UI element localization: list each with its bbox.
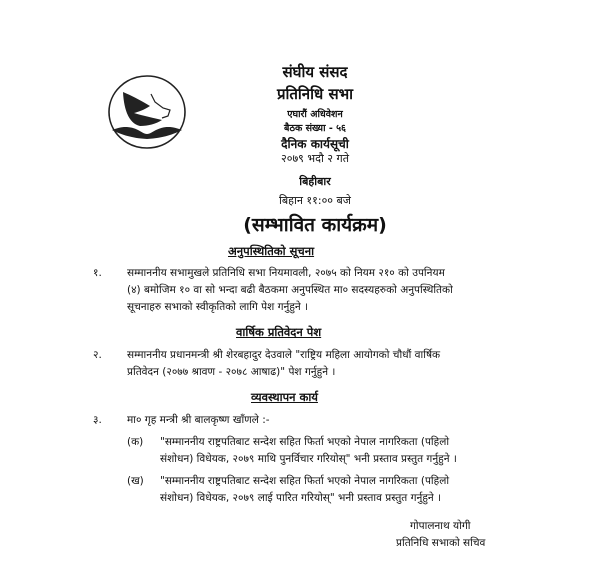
sub-item-label: (क): [127, 436, 144, 448]
item-text-line: सूचनाहरु सभाको स्वीकृतिको लागि पेश गर्नुहुने ।: [127, 301, 309, 313]
item-text-line: सम्माननीय सभामुखले प्रतिनिधि सभा नियमावली, २०७५ को नियम २१० को उपनियम: [127, 267, 445, 279]
item-number: २.: [93, 349, 102, 361]
item-text-line: मा० गृह मन्त्री श्री बालकृष्ण खाँणले :-: [127, 414, 270, 426]
document-date: २०७९ भदौ २ गते: [281, 152, 349, 165]
header-title: संघीय संसद: [282, 63, 348, 81]
sub-item-text-line: संशोधन) विधेयक, २०७९ माथि पुनर्विचार गरियोस्" भनी प्रस्ताव प्रस्तुत गर्नुहुने ।: [160, 453, 457, 465]
item-text-line: (४) बमोजिम १० वा सो भन्दा बढी बैठकमा अनुपस्थित मा० सदस्यहरुको अनुपस्थितिको: [127, 284, 453, 296]
session-label: एघारौं अधिवेशन: [287, 109, 343, 120]
meeting-time: बिहान ११:०० बजे: [279, 194, 351, 207]
item-text-line: प्रतिवेदन (२०७७ श्रावण - २०७८ आषाढ)" पेश गर्नुहुने ।: [127, 366, 336, 378]
section-heading-absence: अनुपस्थितिको सूचना: [228, 244, 315, 258]
sub-item-text-line: संशोधन) विधेयक, २०७९ लाई पारित गरियोस्" भनी प्रस्ताव प्रस्तुत गर्नुहुने ।: [160, 492, 442, 504]
agenda-title: (सम्भावित कार्यक्रम): [243, 214, 387, 236]
sub-item-text-line: "सम्माननीय राष्ट्रपतिबाट सन्देश सहित फिर्ता भएको नेपाल नागरिकता (पहिलो: [160, 475, 450, 487]
item-number: ३.: [93, 414, 102, 426]
section-heading-annual-report: वार्षिक प्रतिवेदन पेश: [236, 325, 322, 339]
item-number: १.: [93, 267, 102, 279]
document-day: बिहीबार: [299, 175, 331, 188]
signatory-title: प्रतिनिधि सभाको सचिव: [396, 537, 486, 549]
section-heading-legislation: व्यवस्थापन कार्य: [251, 390, 318, 404]
signatory-name: गोपालनाथ योगी: [410, 520, 471, 532]
meeting-number: बैठक संख्या - ५६: [284, 123, 346, 134]
sub-item-text-line: "सम्माननीय राष्ट्रपतिबाट सन्देश सहित फिर्ता भएको नेपाल नागरिकता (पहिलो: [160, 436, 450, 448]
document-title: दैनिक कार्यसूची: [281, 137, 349, 151]
sub-item-label: (ख): [127, 475, 144, 487]
header-subtitle: प्रतिनिधि सभा: [276, 85, 354, 103]
item-text-line: सम्माननीय प्रधानमन्त्री श्री शेरबहादुर देउवाले "राष्ट्रिय महिला आयोगको चौधौं वार्षिक: [127, 349, 441, 361]
